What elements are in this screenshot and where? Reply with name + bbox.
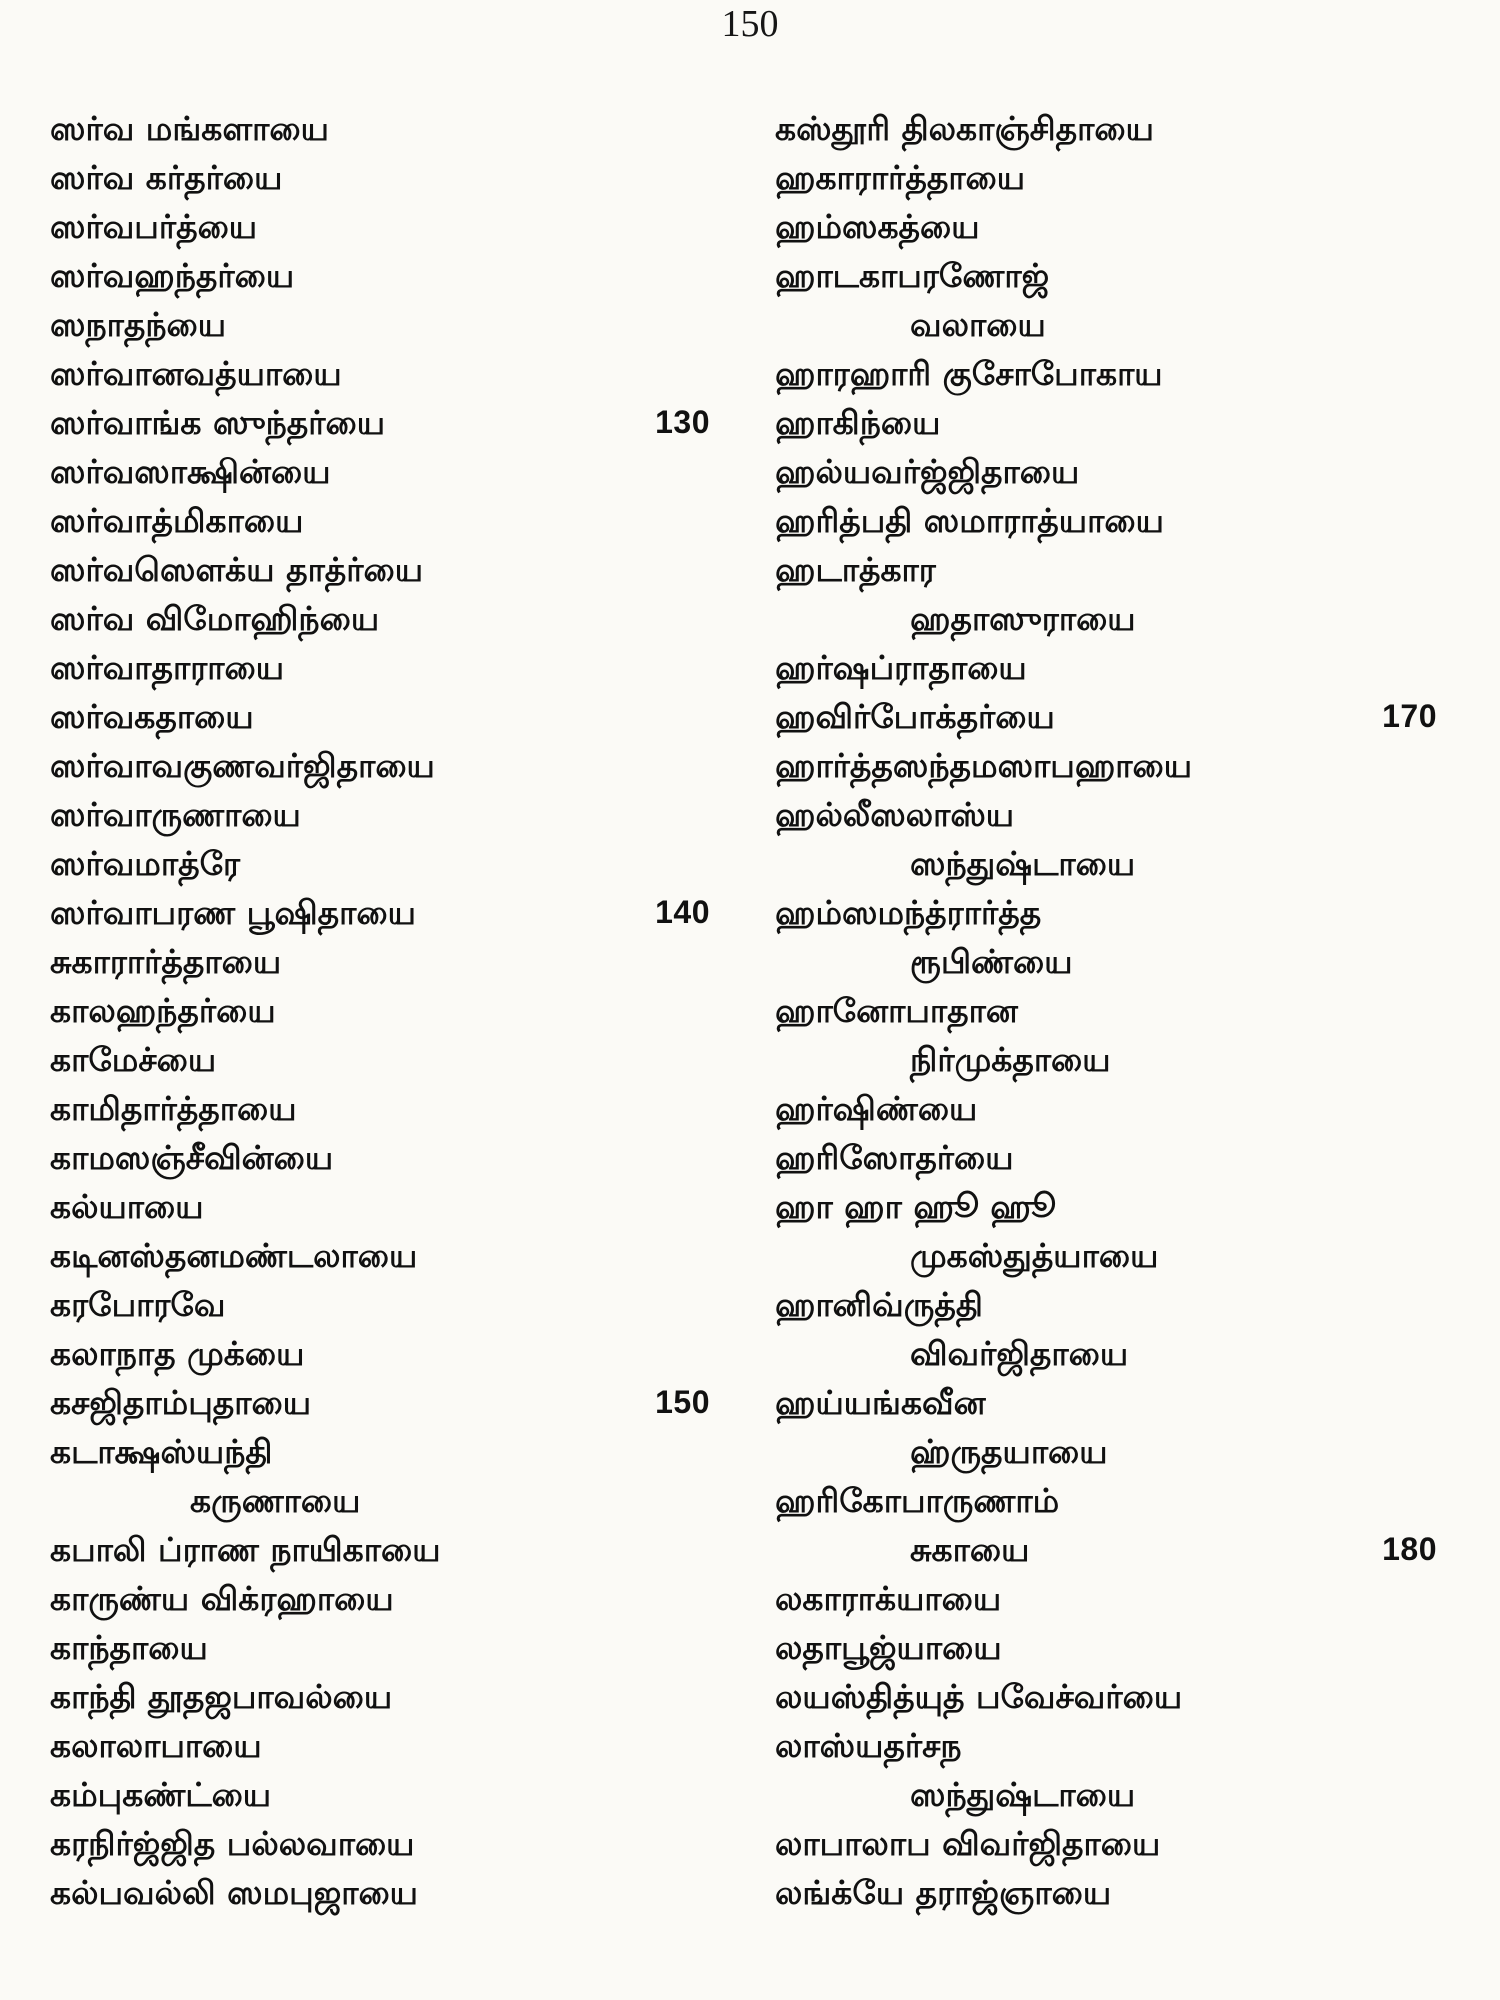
name-line [775,251,1455,300]
name-text: கலாநாத முக்யை [50,1334,305,1373]
name-line [775,104,1455,153]
name-line [775,398,1455,447]
name-text: ஹகாரார்த்தாயை [775,158,1026,197]
name-text: ஹரிஸோதர்யை [775,1138,1014,1177]
name-line [775,1329,1455,1378]
name-line [50,790,710,839]
name-text: சுகாயை [910,1530,1030,1569]
name-line [775,1868,1455,1917]
name-text: ஸர்வாவகுணவர்ஜிதாயை [50,746,435,785]
name-text: காலஹந்தர்யை [50,991,276,1030]
name-text: ஸந்துஷ்டாயை [910,1775,1136,1814]
name-line [775,300,1455,349]
name-text: ஹா ஹா ஹூ ஹூ [775,1187,1056,1226]
name-line [50,1133,710,1182]
name-line [50,496,710,545]
name-line [50,839,710,888]
name-line [50,594,710,643]
name-line [775,1280,1455,1329]
name-text: ஹல்லீஸலாஸ்ய [775,795,1015,834]
name-text: ஸர்வ விமோஹிந்யை [50,599,380,638]
name-text: கல்யாயை [50,1187,204,1226]
name-text: கபாலி ப்ராண நாயிகாயை [50,1530,441,1569]
name-text: காருண்ய விக்ரஹாயை [50,1579,394,1618]
name-text: ஸந்துஷ்டாயை [910,844,1136,883]
name-text: லயஸ்தித்யுத் பவேச்வர்யை [775,1677,1183,1716]
name-line [50,1672,710,1721]
verse-number: 140 [655,894,710,930]
name-text: கசஜிதாம்புதாயை [50,1383,312,1422]
name-text: நிர்முக்தாயை [910,1040,1111,1079]
name-line [50,398,710,447]
name-line [775,545,1455,594]
page-number: 150 [721,3,779,45]
name-text: லாஸ்யதர்சந [775,1726,962,1765]
name-line [50,888,710,937]
name-line [50,202,710,251]
name-line [50,1770,710,1819]
name-text: ஸர்வானவத்யாயை [50,354,342,393]
name-text: ஸர்வாபரண பூஷிதாயை [50,893,416,932]
name-text: ஸர்வஸாக்ஷின்யை [50,452,331,491]
name-line [775,1819,1455,1868]
name-text: ஸர்வாதாராயை [50,648,285,687]
name-line [50,1329,710,1378]
name-line [50,937,710,986]
name-text: ஹதாஸுராயை [910,599,1136,638]
verse-number: 150 [655,1384,710,1420]
name-text: ஸர்வ கர்தர்யை [50,158,283,197]
name-line [775,1378,1455,1427]
name-text: காந்தி தூதஜபாவல்யை [50,1677,393,1716]
name-text: கஸ்தூரி திலகாஞ்சிதாயை [775,109,1154,148]
name-text: லங்க்யே தராஜ்ஞாயை [775,1873,1112,1912]
name-line [50,1231,710,1280]
name-text: காமேச்யை [50,1040,217,1079]
name-text: காமஸஞ்சீவின்யை [50,1138,334,1177]
name-line [50,1182,710,1231]
name-line [50,1623,710,1672]
name-text: ஸர்வபர்த்யை [50,207,258,246]
name-text: கம்புகண்ட்யை [50,1775,272,1814]
name-line [50,251,710,300]
name-text: விவர்ஜிதாயை [910,1334,1129,1373]
name-text: கடினஸ்தனமண்டலாயை [50,1236,418,1275]
name-line [50,1280,710,1329]
name-text: கரநிர்ஜ்ஜித பல்லவாயை [50,1824,415,1863]
name-text: லகாராக்யாயை [775,1579,1002,1618]
name-line [775,1721,1455,1770]
name-text: ஹாடகாபரணோஜ் [775,256,1050,295]
name-text: ஸர்வஸெளக்ய தாத்ர்யை [50,550,424,589]
name-text: சுகாரார்த்தாயை [50,942,282,981]
name-text: கல்பவல்லி ஸமபுஜாயை [50,1873,418,1912]
name-text: ஹார்த்தஸந்தமஸாபஹாயை [775,746,1193,785]
name-text: ஸர்வாங்க ஸுந்தர்யை [50,403,386,442]
name-text: ஹடாத்கார [775,550,936,589]
name-text: ஹல்யவர்ஜ்ஜிதாயை [775,452,1080,491]
name-text: ஹாரஹாரி குசோபோகாய [775,354,1163,393]
right-name-column [775,104,1455,1917]
name-line [775,1427,1455,1476]
name-text: லாபாலாப விவர்ஜிதாயை [775,1824,1161,1863]
name-text: ஸர்வ மங்களாயை [50,109,329,148]
name-text: ஹர்ஷப்ராதாயை [775,648,1027,687]
name-text: காமிதார்த்தாயை [50,1089,297,1128]
name-line [50,300,710,349]
name-text: ஹ்ருதயாயை [910,1432,1108,1471]
name-line [775,1035,1455,1084]
name-line [775,1084,1455,1133]
name-text: ஹானோபாதான [775,991,1018,1030]
name-line [775,1672,1455,1721]
name-line [775,986,1455,1035]
name-line [50,545,710,594]
name-line [775,447,1455,496]
verse-number: 170 [1382,698,1437,734]
name-line [775,153,1455,202]
name-line [775,349,1455,398]
name-text: ரூபிண்யை [910,942,1073,981]
name-line [50,447,710,496]
name-line [775,888,1455,937]
name-line [50,986,710,1035]
name-line [775,1525,1455,1574]
name-line [775,1770,1455,1819]
name-text: ஹய்யங்கவீன [775,1383,986,1422]
name-line [50,104,710,153]
name-text: ஹம்ஸகத்யை [775,207,980,246]
name-line [50,1525,710,1574]
name-line [50,1427,710,1476]
name-text: ஹாகிந்யை [775,403,941,442]
name-line [775,692,1455,741]
name-line [775,496,1455,545]
name-text: ஸர்வாத்மிகாயை [50,501,304,540]
verse-number: 180 [1382,1531,1437,1567]
left-name-column [50,104,710,1917]
name-line [50,1574,710,1623]
name-line [775,937,1455,986]
name-text: ஹானிவ்ருத்தி [775,1285,983,1324]
name-text: கடாக்ஷஸ்யந்தி [50,1432,273,1471]
name-text: ஹரிகோபாருணாம் [775,1481,1060,1520]
name-line [50,741,710,790]
name-line [50,349,710,398]
name-text: முகஸ்துத்யாயை [910,1236,1159,1275]
name-line [50,1084,710,1133]
name-line [50,1721,710,1770]
name-line [50,1035,710,1084]
name-line [50,1476,710,1525]
name-line [50,1819,710,1868]
name-text: ஸநாதந்யை [50,305,227,344]
name-text: ஸர்வகதாயை [50,697,254,736]
name-line [775,1231,1455,1280]
name-line [775,1476,1455,1525]
name-line [775,839,1455,888]
name-text: ஸர்வஹந்தர்யை [50,256,295,295]
name-line [50,1868,710,1917]
name-line [775,202,1455,251]
name-line [775,1574,1455,1623]
name-line [50,643,710,692]
name-text: கரபோரவே [50,1285,226,1324]
name-line [50,153,710,202]
name-line [775,1133,1455,1182]
name-text: ஸர்வாருணாயை [50,795,301,834]
name-text: கருணாயை [190,1481,361,1520]
verse-number: 130 [655,404,710,440]
name-text: ஹவிர்போக்தர்யை [775,697,1055,736]
name-line [775,1182,1455,1231]
name-text: கலாலாபாயை [50,1726,262,1765]
name-text: ஹம்ஸமந்த்ரார்த்த [775,893,1042,932]
name-text: லதாபூஜ்யாயை [775,1628,1002,1667]
name-line [775,594,1455,643]
name-line [50,692,710,741]
name-line [50,1378,710,1427]
name-text: ஸர்வமாத்ரே [50,844,241,883]
name-line [775,1623,1455,1672]
name-text: ஹர்ஷிண்யை [775,1089,978,1128]
name-text: ஹரித்பதி ஸமாராத்யாயை [775,501,1164,540]
name-text: வலாயை [910,305,1046,344]
name-line [775,741,1455,790]
name-line [775,790,1455,839]
name-line [775,643,1455,692]
name-text: காந்தாயை [50,1628,208,1667]
